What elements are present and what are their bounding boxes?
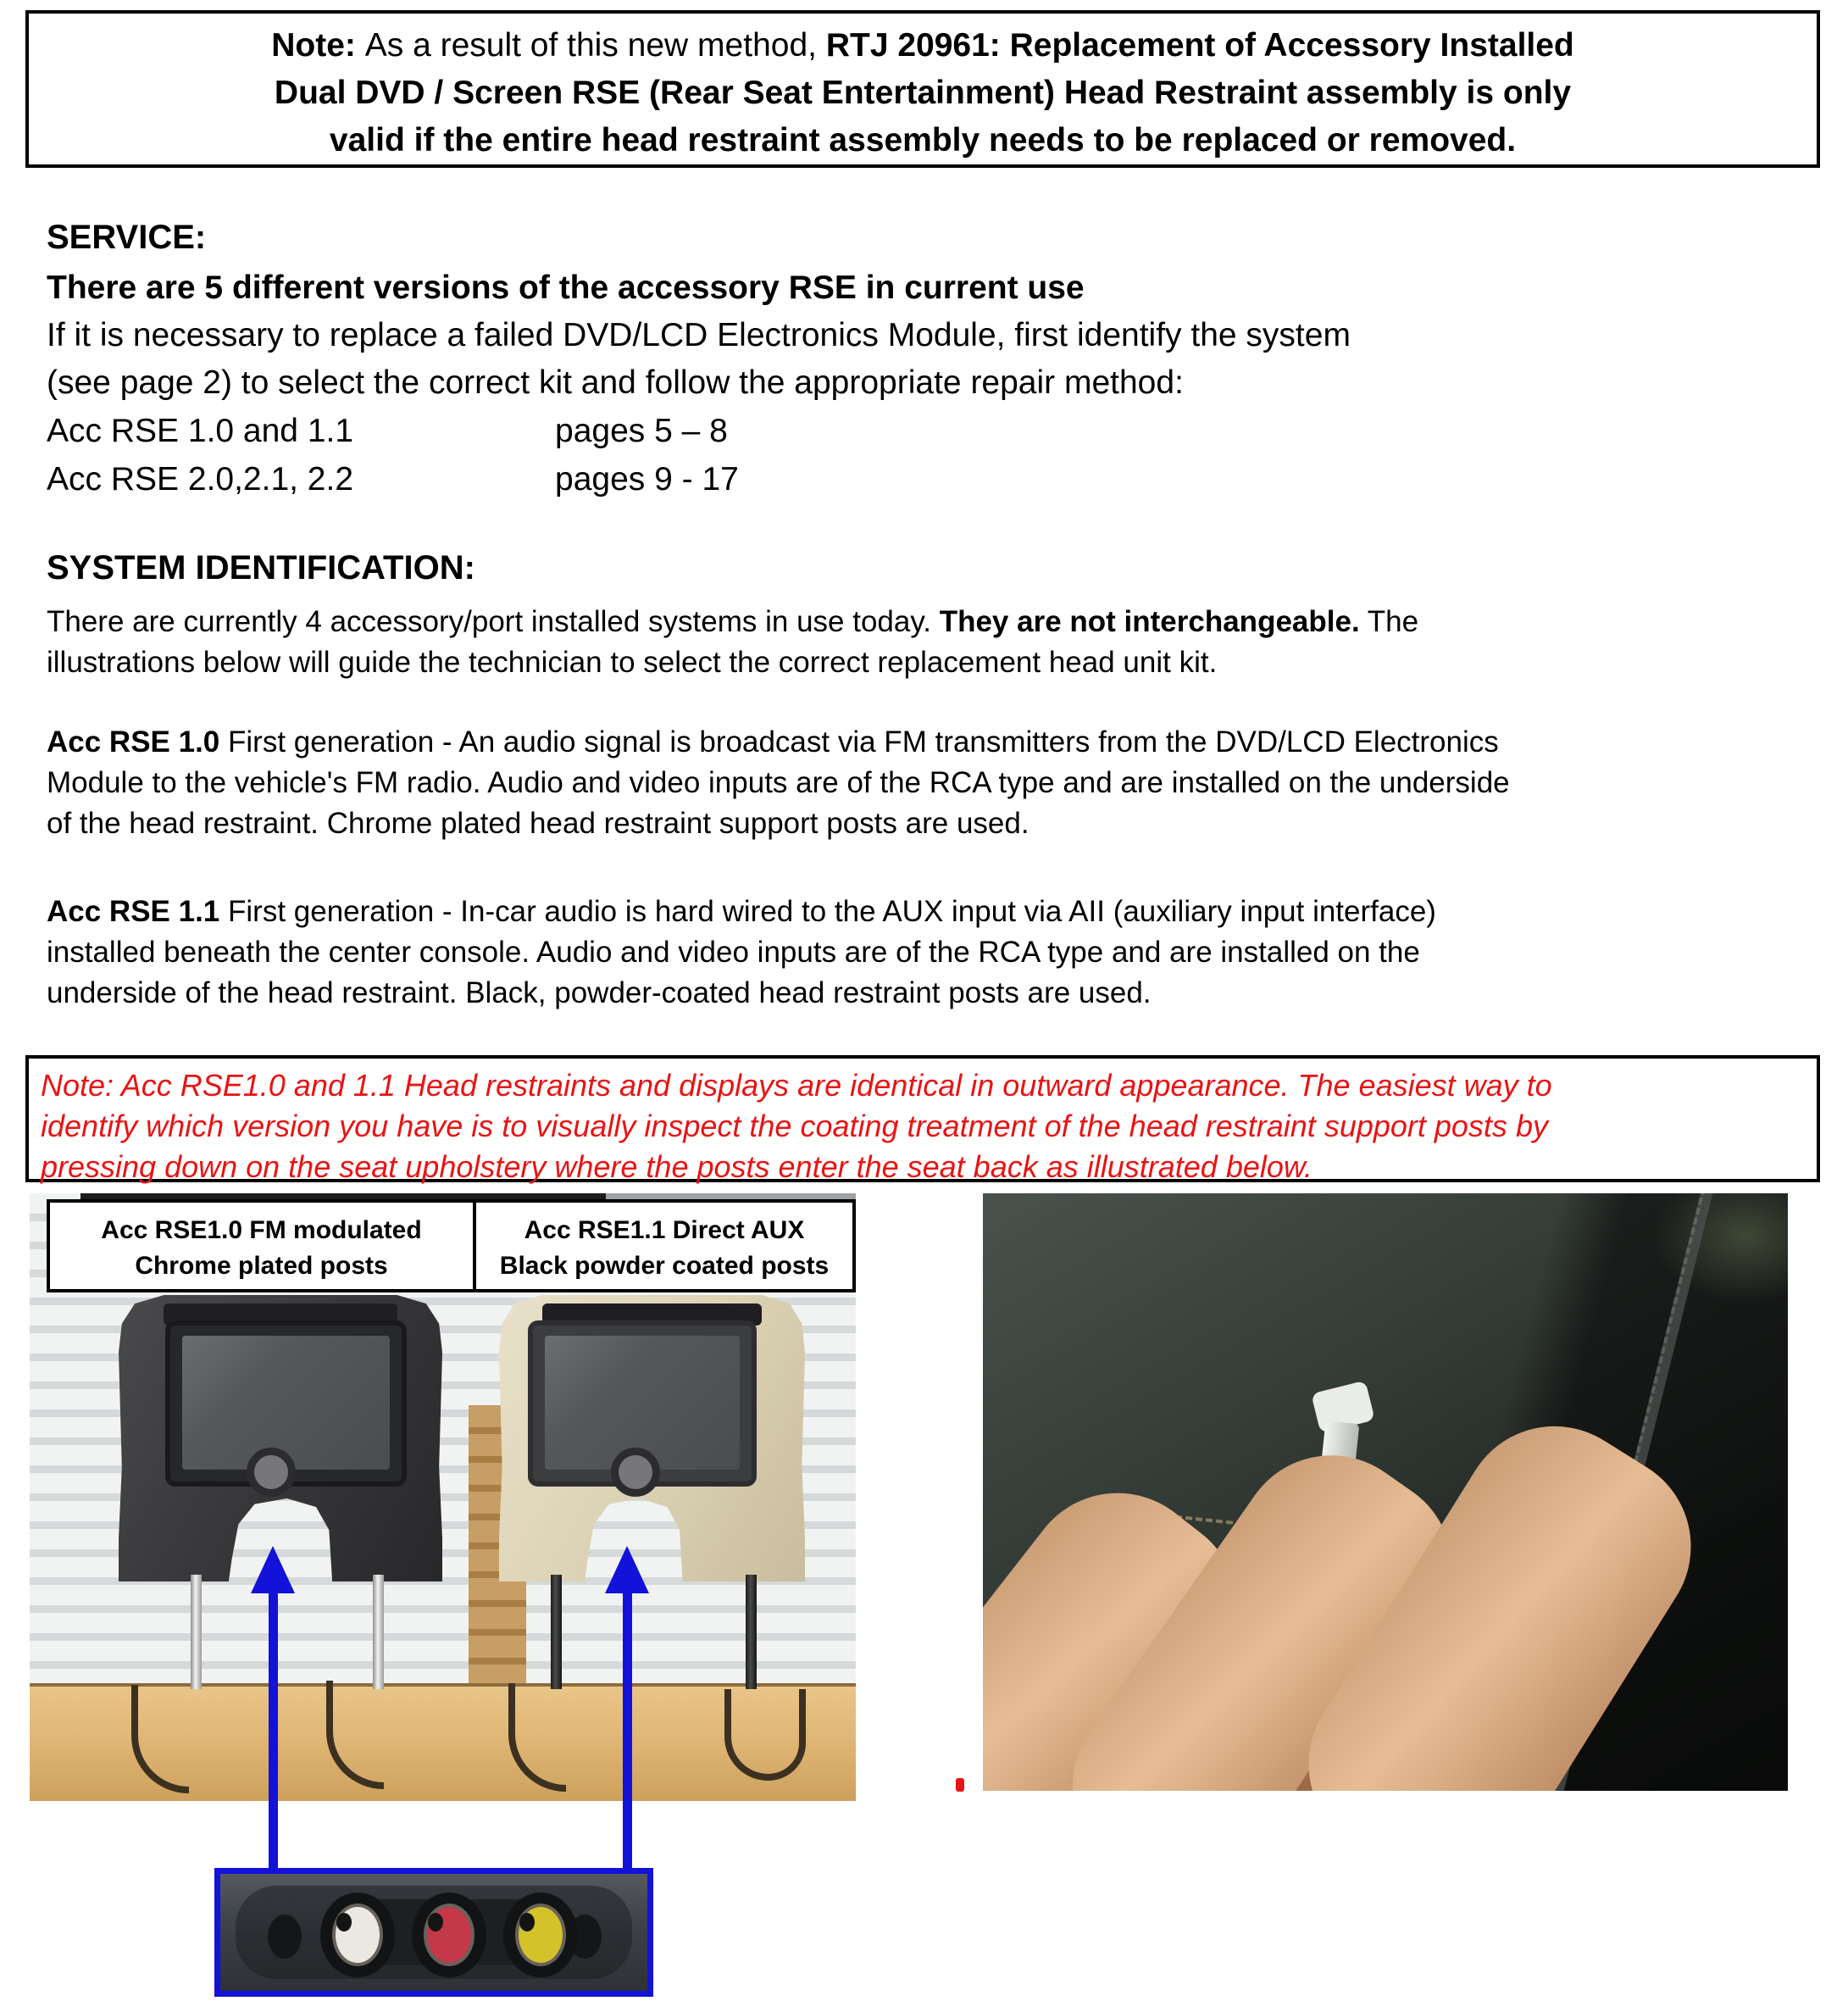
rca-connector-photo xyxy=(214,1868,653,1997)
rca-connector-face xyxy=(236,1886,632,1979)
version-label: Acc RSE 1.0 and 1.1 xyxy=(47,413,354,449)
system-identification-intro: There are currently 4 accessory/port installed systems in use today. They are not interchangeable. The illustrations below will guide the technician to select the correct replacement head unit kit. xyxy=(47,605,1419,679)
rca-jack-hole xyxy=(519,1913,535,1932)
arrow-shaft xyxy=(269,1583,278,1871)
screen-latch xyxy=(611,1448,660,1497)
screen-latch xyxy=(247,1448,296,1497)
rca-jack-ring xyxy=(515,1904,566,1966)
label-line: Black powder coated posts xyxy=(499,1252,830,1280)
label-line: Chrome plated posts xyxy=(135,1252,388,1280)
acc-rse-10-paragraph: Acc RSE 1.0 First generation - An audio signal is broadcast via FM transmitters from the DVD/LCD Electronics Module to the vehicle's FM radio. Audio and video inputs are of the RCA type and are installed on the underside of the head restraint. Chrome plated head restraint support posts are used. xyxy=(47,725,1510,840)
version-row xyxy=(47,413,728,450)
service-subheading: There are 5 different versions of the accessory RSE in current use xyxy=(47,270,1085,306)
system-identification-heading: SYSTEM IDENTIFICATION: xyxy=(47,549,475,586)
version-label: Acc RSE 2.0,2.1, 2.2 xyxy=(47,461,354,497)
version-row xyxy=(47,461,739,498)
black-post xyxy=(551,1575,562,1689)
stray-red-mark xyxy=(956,1778,964,1792)
rca-jack-hole xyxy=(336,1913,352,1932)
post-type-label-box xyxy=(47,1199,856,1292)
rca-jack-yellow xyxy=(503,1893,578,1977)
dvd-screen xyxy=(182,1336,390,1470)
headrest-beige xyxy=(499,1295,805,1581)
version-pages: pages 5 – 8 xyxy=(555,413,728,449)
version-pages: pages 9 - 17 xyxy=(555,461,739,497)
chrome-post xyxy=(191,1575,202,1689)
chrome-post xyxy=(373,1575,384,1689)
black-post xyxy=(746,1575,757,1689)
seat-post-inspection-photo xyxy=(983,1193,1788,1791)
arrow-shaft xyxy=(623,1583,632,1871)
service-body-line-1: If it is necessary to replace a failed DVD/LCD Electronics Module, first identify the system xyxy=(47,317,1351,353)
headrest-black xyxy=(119,1295,442,1581)
note-box: Note: As a result of this new method, RTJ 20961: Replacement of Accessory Installed Dual DVD / Screen RSE (Rear Seat Entertainment) Head Restraint assembly is only valid if the entire head restraint assembly needs to be replaced or removed. xyxy=(25,10,1820,168)
rca-jack-red xyxy=(412,1893,486,1977)
label-line: Acc RSE1.1 Direct AUX xyxy=(524,1216,805,1244)
service-heading: SERVICE: xyxy=(47,219,207,256)
label-line: Acc RSE1.0 FM modulated xyxy=(101,1216,422,1244)
acc-rse-11-paragraph: Acc RSE 1.1 First generation - In-car audio is hard wired to the AUX input via AII (auxiliary input interface) installed beneath the center console. Audio and video inputs are of the RCA type and are installed on the underside of the head restraint. Black, powder-coated head restraint posts are used. xyxy=(47,895,1436,1009)
rca-jack-hole xyxy=(428,1913,443,1932)
cable xyxy=(724,1689,806,1781)
rca-jack-ring xyxy=(424,1904,474,1966)
label-acc-rse11 xyxy=(476,1203,852,1289)
service-body-line-2: (see page 2) to select the correct kit and follow the appropriate repair method: xyxy=(47,364,1184,401)
rca-jack-ring xyxy=(332,1904,383,1966)
screw-hole xyxy=(268,1915,302,1959)
label-acc-rse10 xyxy=(50,1203,476,1289)
red-note-box: Note: Acc RSE1.0 and 1.1 Head restraints and displays are identical in outward appearance. The easiest way to identify which version you have is to visually inspect the coating treatment of the head restraint support posts by pressing down on the seat upholstery where the posts enter the seat back as illustrated below. xyxy=(25,1055,1820,1182)
rca-jack-white xyxy=(320,1893,395,1977)
